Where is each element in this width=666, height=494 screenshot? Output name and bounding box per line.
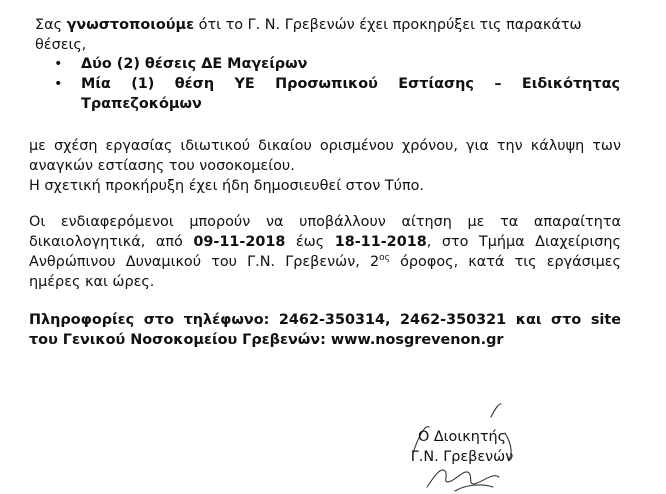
signature-block	[407, 427, 517, 467]
employment-text: με σχέση εργασίας ιδιωτικού δικαίου ορισμένου χρόνου, για την κάλυψη των αναγκών εστίασης του νοσοκομείου.	[29, 138, 621, 174]
date-to: 18-11-2018	[334, 234, 427, 250]
floor-ordinal: ος	[379, 253, 390, 263]
application-paragraph	[29, 212, 621, 292]
intro-pre: Σας	[35, 17, 67, 33]
intro-bold: γνωστοποιούμε	[66, 17, 195, 33]
application-text-4: όροφος, κατά τις εργάσιμες ημέρες και ώρες.	[29, 254, 621, 290]
intro-paragraph	[35, 15, 635, 55]
date-from: 09-11-2018	[193, 234, 286, 250]
position-text: Μία (1) θέση ΥΕ Προσωπικού Εστίασης – Ειδικότητας Τραπεζοκόμων	[81, 76, 620, 112]
employment-paragraph	[29, 136, 621, 196]
list-item	[50, 54, 620, 74]
positions-list	[50, 54, 620, 114]
signatory-org: Γ.Ν. Γρεβενών	[410, 449, 514, 465]
publication-text: Η σχετική προκήρυξη έχει ήδη δημοσιευθεί στον Τύπο.	[29, 178, 425, 194]
application-text-3: , στο Τμήμα Διαχείρισης Ανθρώπινου Δυναμικού του Γ.Ν. Γρεβενών, 2	[29, 234, 621, 270]
position-text: Δύο (2) θέσεις ΔΕ Μαγείρων	[81, 56, 308, 72]
application-text-1: Οι ενδιαφερόμενοι μπορούν να υποβάλλουν αίτηση με τα απαραίτητα δικαιολογητικά, από	[29, 214, 621, 250]
bullet-icon: •	[54, 56, 63, 72]
list-item	[50, 74, 620, 114]
contact-paragraph: Πληροφορίες στο τηλέφωνο: 2462-350314, 2462-350321 και στο site του Γενικού Νοσοκομείου Γρεβενών: www.nosgrevenon.gr	[29, 312, 621, 348]
signatory-title: Ο Διοικητής	[417, 429, 507, 445]
bullet-icon: •	[54, 76, 63, 92]
application-text-2: έως	[285, 234, 335, 250]
intro-post: ότι το Γ. Ν. Γρεβενών έχει προκηρύξει τις παρακάτω θέσεις,	[35, 17, 582, 53]
